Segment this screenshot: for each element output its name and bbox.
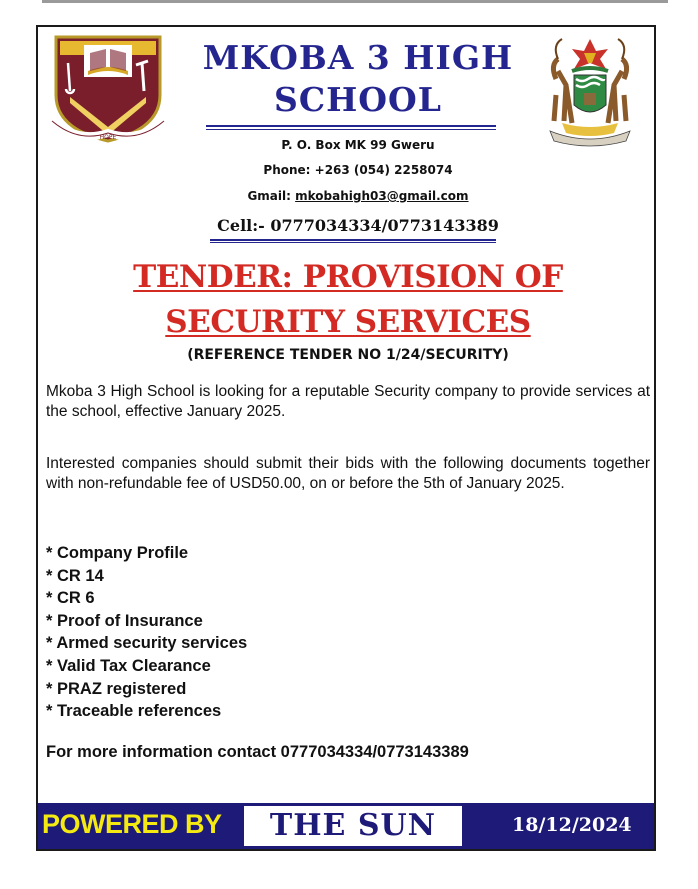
header-divider-thin	[206, 129, 496, 130]
publish-date: 18/12/2024	[512, 814, 632, 836]
postal-address: P. O. Box MK 99 Gweru	[281, 138, 435, 152]
cell-divider-thin	[210, 242, 496, 243]
cell-divider	[210, 239, 496, 241]
school-name-heading: MKOBA 3 HIGH SCHOOL	[202, 38, 514, 119]
phone-number: Phone: +263 (054) 2258074	[263, 163, 453, 177]
submission-paragraph: Interested companies should submit their bids with the following documents together with non-refundable fee of USD50.00, on or before the 5th of January 2025.	[46, 455, 650, 492]
requirements-list	[46, 542, 247, 723]
cell-numbers: Cell:- 0777034334/0773143389	[217, 216, 499, 235]
list-item: * Valid Tax Clearance	[46, 656, 211, 675]
list-item: * CR 14	[46, 566, 104, 585]
gmail-address-link[interactable]: mkobahigh03@gmail.com	[295, 189, 469, 203]
intro-paragraph: Mkoba 3 High School is looking for a reputable Security company to provide services at the school, effective January 2025.	[46, 383, 650, 420]
list-item: * PRAZ registered	[46, 679, 187, 698]
crest-motto: HOPE	[99, 134, 117, 141]
tender-notice	[36, 25, 656, 851]
gmail-line	[158, 189, 558, 203]
tender-reference: (REFERENCE TENDER NO 1/24/SECURITY)	[187, 347, 509, 363]
school-crest-logo	[48, 33, 168, 145]
list-item: * CR 6	[46, 589, 95, 608]
publisher-logo-box	[244, 806, 462, 846]
gmail-label: Gmail:	[247, 189, 291, 203]
list-item: * Company Profile	[46, 544, 189, 562]
footer-banner	[38, 803, 654, 849]
header-divider	[206, 125, 496, 127]
publisher-name: THE SUN	[269, 808, 437, 843]
list-item: * Traceable references	[46, 702, 222, 721]
top-divider	[42, 0, 668, 3]
tender-title	[68, 255, 628, 345]
list-item: * Proof of Insurance	[46, 611, 203, 630]
powered-by-label: POWERED BY	[42, 809, 222, 839]
list-item: * Armed security services	[46, 634, 248, 653]
tender-title-text: TENDER: PROVISION OF SECURITY SERVICES	[133, 259, 563, 340]
contact-line: For more information contact 0777034334/0773143389	[46, 743, 469, 761]
